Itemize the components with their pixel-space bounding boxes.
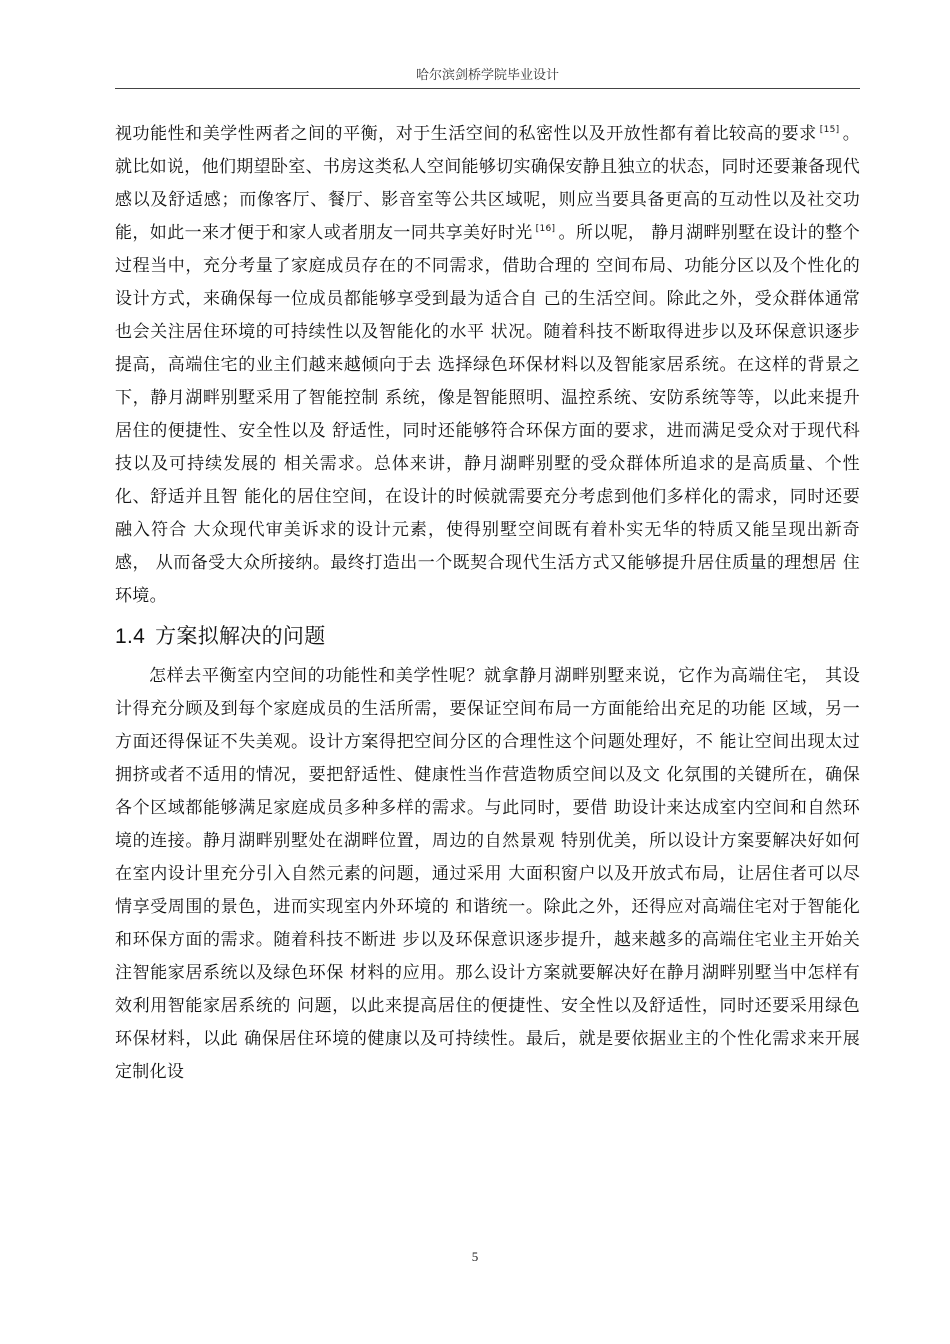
citation-marker: [16] [535,224,556,235]
section-heading [115,619,860,654]
page-number: 5 [471,1249,479,1264]
paragraph-text: 视功能性和美学性两者之间的平衡，对于生活空间的私密性以及开放性都有着比较高的要求 [115,124,817,144]
document-body [115,118,860,1089]
header-divider [115,88,860,89]
section-number: 1.4 [115,625,146,648]
citation-marker: [15] [819,125,840,136]
paragraph-text: 。就比如说，他们期望卧室、书房这类私人空间能够切实确保安静且独立的状态，同时还要兼备现代感以及舒适感；而像客厅、餐厅、影音室等公共区域呢，则应当要具备更高的互动性以及社交功能，如此一来才便于和家人或者朋友一同共享美好时光 [115,124,860,243]
section-title: 方案拟解决的问题 [155,624,326,648]
body-paragraph: 怎样去平衡室内空间的功能性和美学性呢？就拿静月湖畔别墅来说，它作为高端住宅， 其设计得充分顾及到每个家庭成员的生活所需，要保证空间布局一方面能给出充足的功能 区域，另一方面还得保证不失美观。设计方案得把空间分区的合理性这个问题处理好，不 能让空间出现太过拥挤或者不适用的情况，要把舒适性、健康性当作营造物质空间以及文 化氛围的关键所在，确保各个区域都能够满足家庭成员多种多样的需求。与此同时，要借 助设计来达成室内空间和自然环境的连接。静月湖畔别墅处在湖畔位置，周边的自然景观 特别优美，所以设计方案要解决好如何在室内设计里充分引入自然元素的问题，通过采用 大面积窗户以及开放式布局，让居住者可以尽情享受周围的景色，进而实现室内外环境的 和谐统一。除此之外，还得应对高端住宅对于智能化和环保方面的需求。随着科技不断进 步以及环保意识逐步提升，越来越多的高端住宅业主开始关注智能家居系统以及绿色环保 材料的应用。那么设计方案就要解决好在静月湖畔别墅当中怎样有效利用智能家居系统的 问题，以此来提高居住的便捷性、安全性以及舒适性，同时还要采用绿色环保材料，以此 确保居住环境的健康以及可持续性。最后，就是要依据业主的个性化需求来开展定制化设 [115,666,860,1082]
paragraph-text: 。所以呢， 静月湖畔别墅在设计的整个过程当中，充分考量了家庭成员存在的不同需求，借助合理的 空间布局、功能分区以及个性化的设计方式，来确保每一位成员都能够享受到最为适合自 己的生活空间。除此之外，受众群体通常也会关注居住环境的可持续性以及智能化的水平 状况。随着科技不断取得进步以及环保意识逐步提高，高端住宅的业主们越来越倾向于去 选择绿色环保材料以及智能家居系统。在这样的背景之下，静月湖畔别墅采用了智能控制 系统，像是智能照明、温控系统、安防系统等等，以此来提升居住的便捷性、安全性以及 舒适性，同时还能够符合环保方面的要求，进而满足受众对于现代科技以及可持续发展的 相关需求。总体来讲，静月湖畔别墅的受众群体所追求的是高质量、个性化、舒适并且智 能化的居住空间，在设计的时候就需要充分考虑到他们多样化的需求，同时还要融入符合 大众现代审美诉求的设计元素，使得别墅空间既有着朴实无华的特质又能呈现出新奇感， 从而备受大众所接纳。最终打造出一个既契合现代生活方式又能够提升居住质量的理想居 住环境。 [115,223,860,606]
body-paragraph [115,118,860,613]
page-header-title: 哈尔滨剑桥学院毕业设计 [415,68,559,83]
